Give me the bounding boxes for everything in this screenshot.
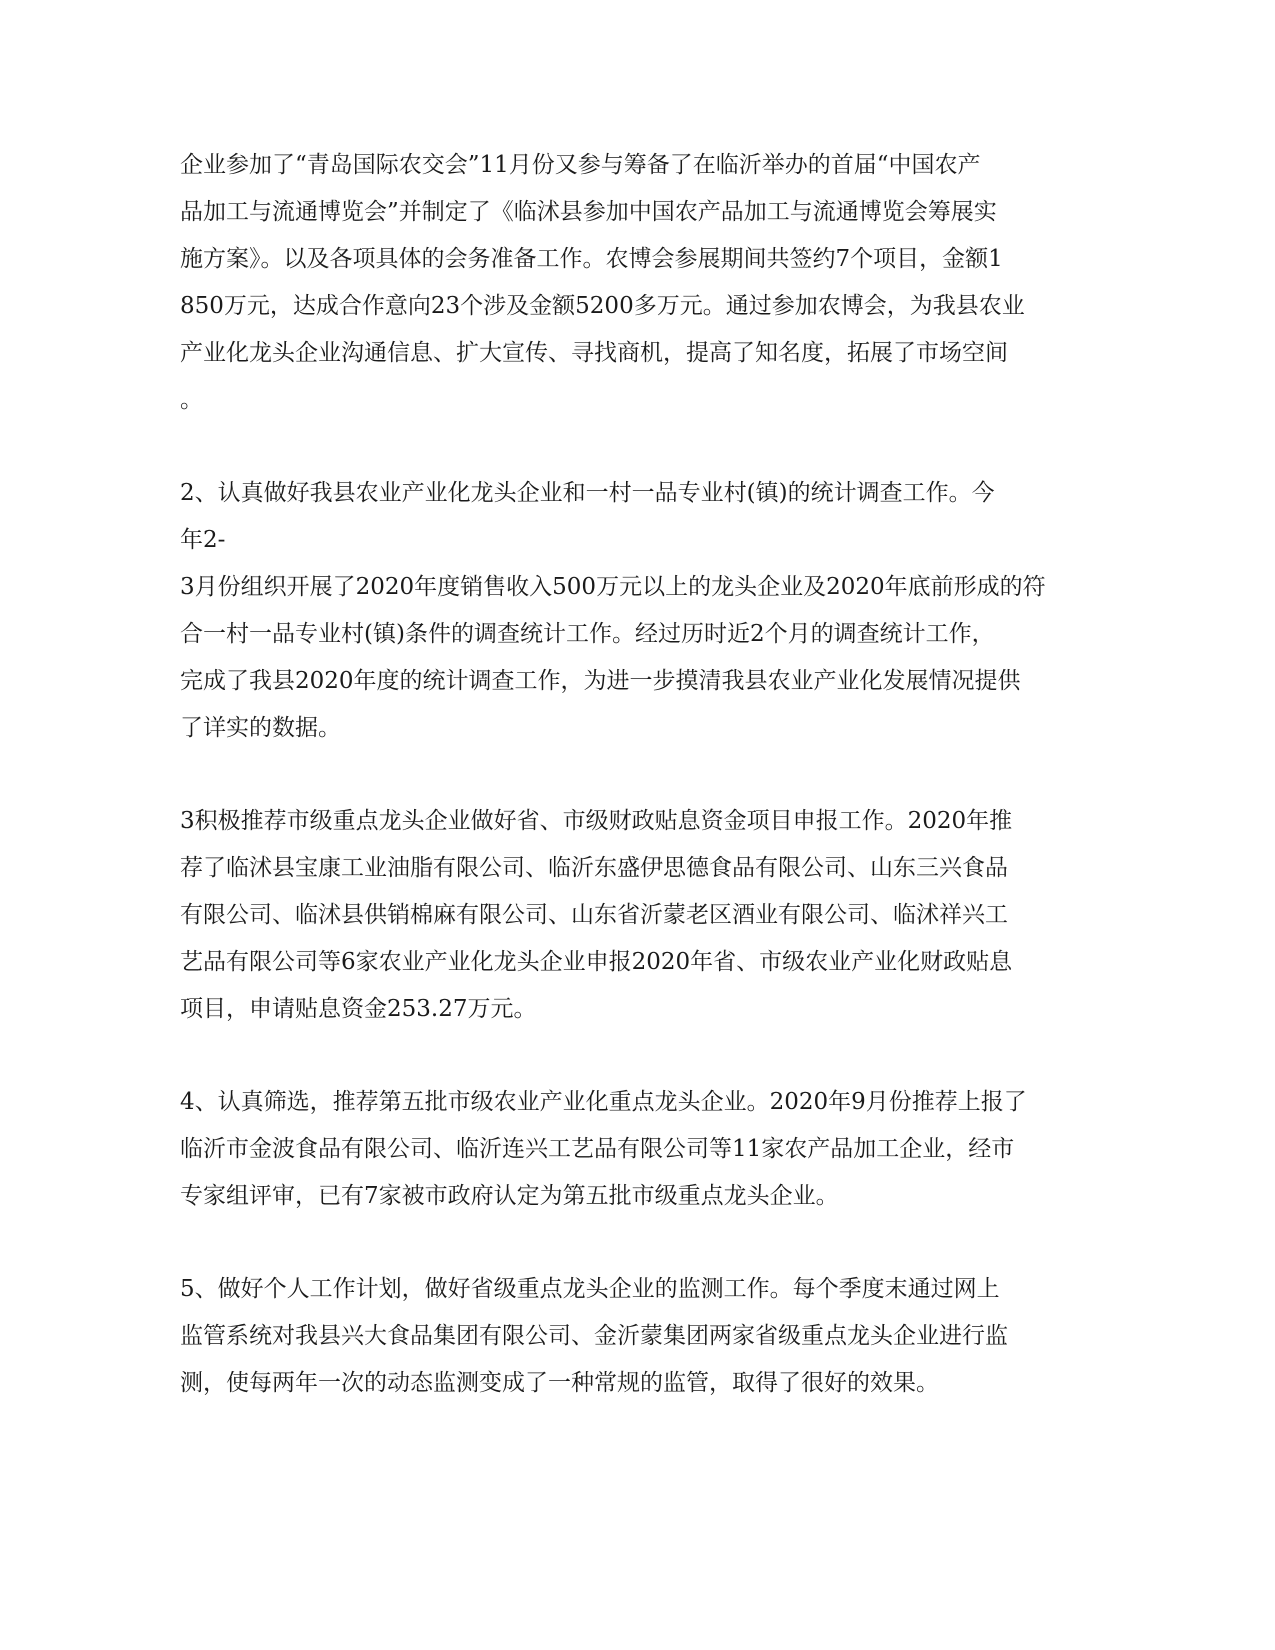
text-line: 产业化龙头企业沟通信息、扩大宣传、寻找商机，提高了知名度，拓展了市场空间 <box>180 340 1008 366</box>
text-line: 专家组评审，已有7家被市政府认定为第五批市级重点龙头企业。 <box>180 1183 839 1209</box>
text-line: 企业参加了“青岛国际农交会”11月份又参与筹备了在临沂举办的首届“中国农产 <box>180 152 981 178</box>
text-line: 合一村一品专业村(镇)条件的调查统计工作。经过历时近2个月的调查统计工作， <box>180 621 995 647</box>
text-line: 艺品有限公司等6家农业产业化龙头企业申报2020年省、市级农业产业化财政贴息 <box>180 949 1013 975</box>
text-line: 3积极推荐市级重点龙头企业做好省、市级财政贴息资金项目申报工作。2020年推 <box>180 808 1013 834</box>
text-line: 临沂市金波食品有限公司、临沂连兴工艺品有限公司等11家农产品加工企业，经市 <box>180 1136 1015 1162</box>
text-line: 5、做好个人工作计划，做好省级重点龙头企业的监测工作。每个季度末通过网上 <box>180 1276 1000 1302</box>
text-line: 850万元，达成合作意向23个涉及金额5200多万元。通过参加农博会，为我县农业 <box>180 293 1025 319</box>
text-line: 年2- <box>180 527 226 553</box>
text-line: 监管系统对我县兴大食品集团有限公司、金沂蒙集团两家省级重点龙头企业进行监 <box>180 1323 1008 1349</box>
text-line: 完成了我县2020年度的统计调查工作，为进一步摸清我县农业产业化发展情况提供 <box>180 668 1021 694</box>
text-line: 品加工与流通博览会”并制定了《临沭县参加中国农产品加工与流通博览会筹展实 <box>180 199 997 225</box>
text-line: 。 <box>180 387 203 413</box>
text-line: 3月份组织开展了2020年度销售收入500万元以上的龙头企业及2020年底前形成的符 <box>180 574 1046 600</box>
text-line: 有限公司、临沭县供销棉麻有限公司、山东省沂蒙老区酒业有限公司、临沭祥兴工 <box>180 902 1008 928</box>
text-line: 施方案》。以及各项具体的会务准备工作。农博会参展期间共签约7个项目，金额1 <box>180 246 1003 272</box>
text-line: 了详实的数据。 <box>180 715 341 741</box>
text-line: 4、认真筛选，推荐第五批市级农业产业化重点龙头企业。2020年9月份推荐上报了 <box>180 1089 1027 1115</box>
text-line: 2、认真做好我县农业产业化龙头企业和一村一品专业村(镇)的统计调查工作。今 <box>180 480 995 506</box>
text-line: 项目，申请贴息资金253.27万元。 <box>180 996 537 1022</box>
text-line: 测，使每两年一次的动态监测变成了一种常规的监管，取得了很好的效果。 <box>180 1370 939 1396</box>
text-line: 荐了临沭县宝康工业油脂有限公司、临沂东盛伊思德食品有限公司、山东三兴食品 <box>180 855 1008 881</box>
